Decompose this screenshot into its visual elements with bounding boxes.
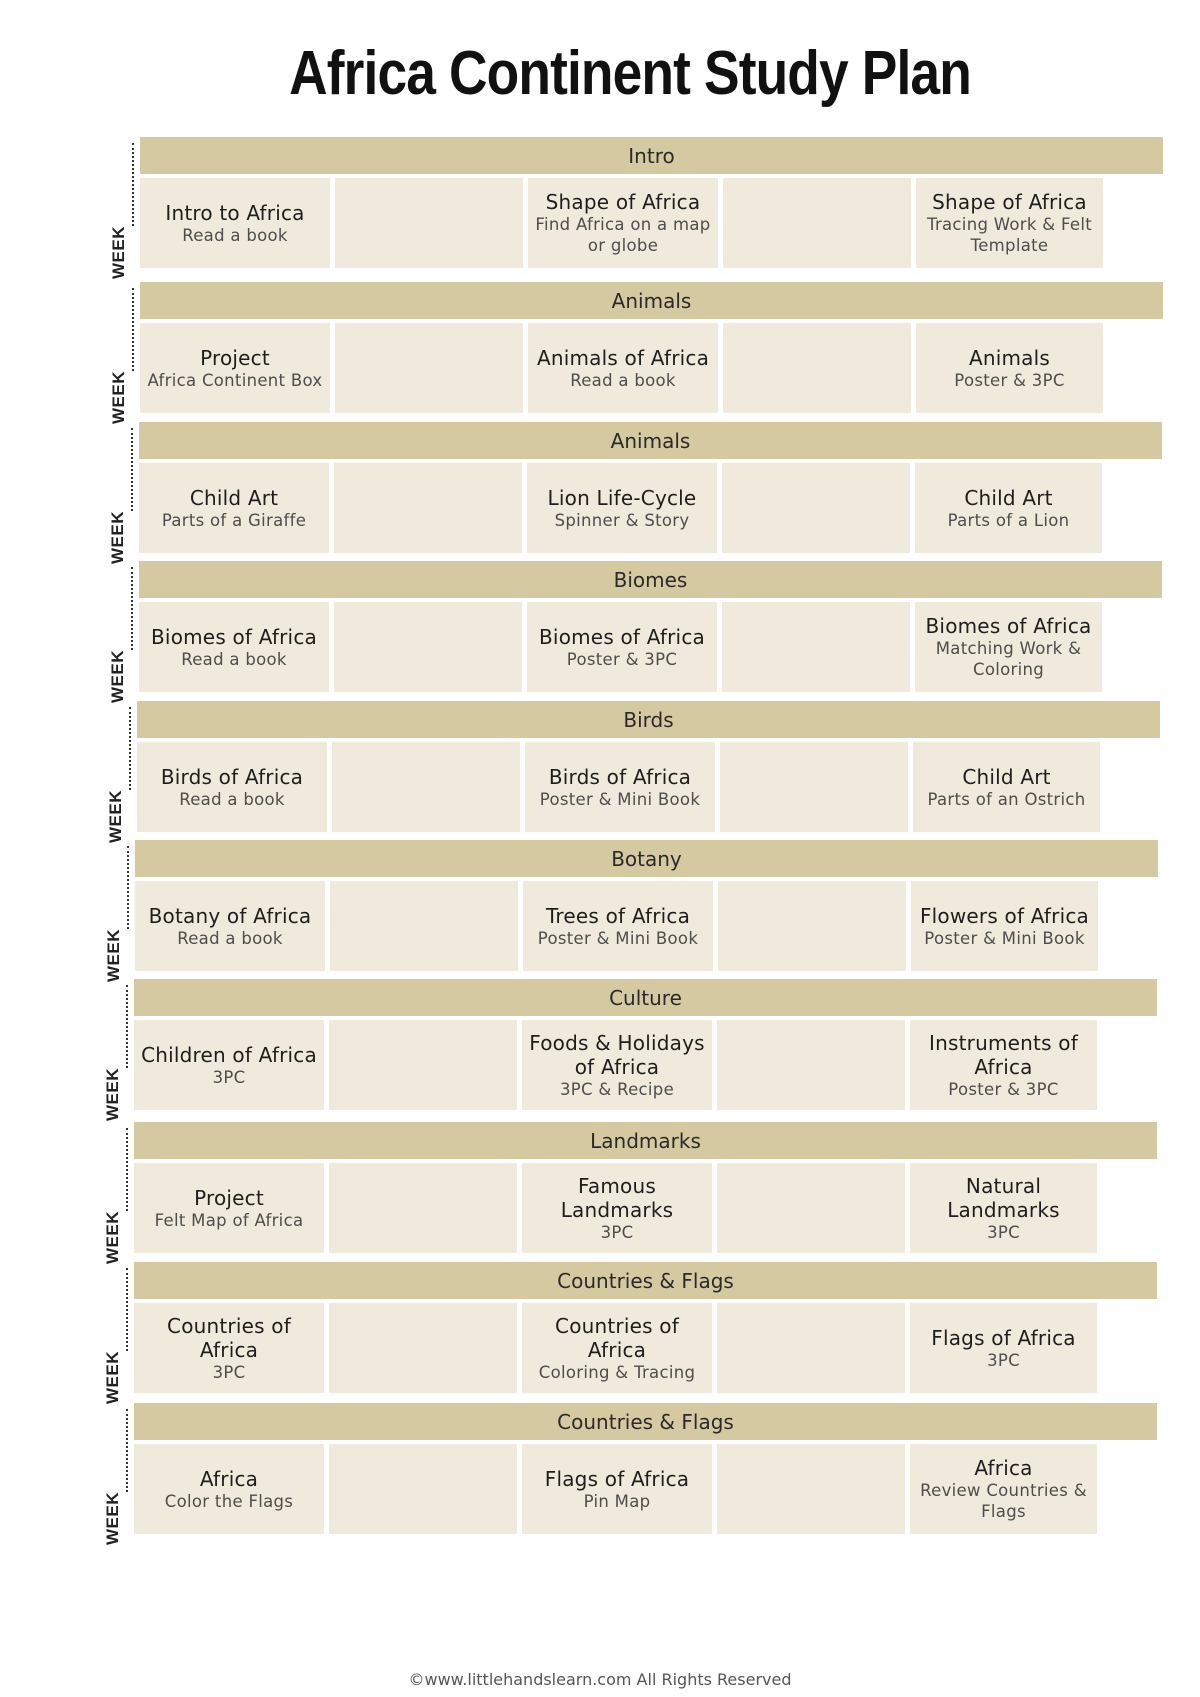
week-theme-header: Birds <box>137 701 1160 738</box>
activity-cell <box>335 178 523 268</box>
activity-detail: Parts of an Ostrich <box>927 789 1086 809</box>
activity-title: Birds of Africa <box>548 764 692 789</box>
week-label <box>105 288 139 424</box>
activity-title: Child Art <box>189 485 279 510</box>
activity-cell <box>525 742 715 832</box>
activity-title: Countries of Africa <box>167 1313 291 1362</box>
week-row <box>98 840 1158 980</box>
activity-cell <box>720 742 908 832</box>
activity-detail: 3PC <box>212 1362 246 1382</box>
week-theme-header: Landmarks <box>134 1122 1157 1159</box>
activity-detail: Color the Flags <box>164 1491 294 1511</box>
activity-detail: Poster & Mini Book <box>924 928 1085 948</box>
week-row <box>102 561 1162 701</box>
week-label <box>99 1268 133 1404</box>
activity-cell <box>140 178 330 268</box>
activity-title: Shape of Africa <box>545 190 701 214</box>
activity-title: Flags of Africa <box>931 1325 1076 1350</box>
week-row <box>97 979 1157 1119</box>
activity-cell <box>329 1444 517 1534</box>
week-word: WEEK <box>103 1068 122 1121</box>
activity-cell <box>717 1303 905 1393</box>
week-row <box>97 1262 1157 1402</box>
week-label <box>105 143 139 279</box>
activity-detail: Matching Work & Coloring <box>935 639 1082 679</box>
activity-cell <box>915 463 1102 553</box>
activity-detail: 3PC <box>212 1067 246 1087</box>
week-word: WEEK <box>109 371 128 424</box>
activity-detail: Read a book <box>177 928 283 948</box>
activity-cell <box>722 602 910 692</box>
week-theme-header: Countries & Flags <box>134 1262 1157 1299</box>
week-label <box>99 1128 133 1264</box>
activity-detail: Poster & 3PC <box>566 649 678 669</box>
activity-detail: Poster & Mini Book <box>537 928 699 948</box>
week-label <box>104 428 138 564</box>
activity-cell <box>910 1020 1097 1110</box>
week-row <box>103 282 1163 422</box>
activity-cell <box>137 742 327 832</box>
activity-cell <box>335 323 523 413</box>
week-number-blank-line <box>131 428 133 511</box>
week-word: WEEK <box>109 226 128 279</box>
activity-cell <box>717 1163 905 1253</box>
week-number-blank-line <box>132 143 134 226</box>
activity-title: Children of Africa <box>141 1042 317 1067</box>
activity-cell <box>911 881 1098 971</box>
activity-detail: 3PC <box>987 1350 1020 1370</box>
week-label <box>104 567 138 703</box>
week-row <box>100 701 1160 841</box>
activity-cell <box>523 881 713 971</box>
activity-cell <box>723 178 911 268</box>
activity-cell <box>916 178 1103 268</box>
week-theme-header: Countries & Flags <box>134 1403 1157 1440</box>
activity-cell <box>334 602 522 692</box>
week-number-blank-line <box>129 707 131 790</box>
activity-title: Project <box>194 1185 264 1210</box>
activity-title: Instruments of Africa <box>929 1030 1078 1079</box>
activity-cell <box>135 881 325 971</box>
activity-title: Africa <box>974 1456 1033 1480</box>
week-word: WEEK <box>103 1351 122 1404</box>
activity-cell <box>916 323 1103 413</box>
activity-cell <box>723 323 911 413</box>
week-word: WEEK <box>103 1492 122 1545</box>
week-number-blank-line <box>126 1128 128 1211</box>
activity-detail: Spinner & Story <box>554 510 690 530</box>
activity-cell <box>522 1444 712 1534</box>
activity-cell <box>915 602 1102 692</box>
activity-detail: Poster & 3PC <box>954 370 1065 390</box>
week-word: WEEK <box>108 511 127 564</box>
activity-cell <box>528 178 718 268</box>
activity-title: Africa <box>199 1466 259 1491</box>
week-number-blank-line <box>131 567 133 650</box>
week-row <box>97 1403 1157 1543</box>
activity-title: Birds of Africa <box>160 764 304 789</box>
page-title: Africa Continent Study Plan <box>289 39 971 108</box>
week-label <box>102 707 136 843</box>
activity-cell <box>718 881 906 971</box>
activity-cell <box>910 1163 1097 1253</box>
activity-cell <box>134 1303 324 1393</box>
activity-title: Flags of Africa <box>544 1466 690 1491</box>
activity-cell <box>527 602 717 692</box>
activity-detail: Review Countries & Flags <box>920 1481 1087 1521</box>
activity-cell <box>140 323 330 413</box>
activity-detail: Find Africa on a map or globe <box>535 215 711 255</box>
activity-detail: Parts of a Lion <box>947 510 1070 530</box>
activity-title: Child Art <box>962 764 1051 789</box>
activity-title: Child Art <box>964 485 1053 510</box>
week-number-blank-line <box>126 1268 128 1351</box>
activity-cell <box>134 1163 324 1253</box>
week-word: WEEK <box>104 929 123 982</box>
activity-cell <box>329 1303 517 1393</box>
activity-cell <box>522 1163 712 1253</box>
activity-title: Biomes of Africa <box>925 614 1092 638</box>
week-word: WEEK <box>106 790 125 843</box>
activity-detail: Coloring & Tracing <box>538 1362 696 1382</box>
week-label <box>99 985 133 1121</box>
week-theme-header: Intro <box>140 137 1163 174</box>
activity-detail: Parts of a Giraffe <box>161 510 307 530</box>
activity-title: Animals <box>968 345 1051 370</box>
activity-cell <box>910 1303 1097 1393</box>
activity-title: Famous Landmarks <box>560 1173 674 1222</box>
week-number-blank-line <box>126 985 128 1068</box>
activity-cell <box>528 323 718 413</box>
activity-cell <box>717 1444 905 1534</box>
activity-cell <box>329 1163 517 1253</box>
activity-detail: 3PC <box>600 1222 634 1242</box>
activity-title: Botany of Africa <box>148 903 312 928</box>
week-word: WEEK <box>103 1211 122 1264</box>
activity-cell <box>139 602 329 692</box>
week-row <box>103 137 1163 277</box>
week-label <box>100 846 134 982</box>
week-theme-header: Animals <box>139 422 1162 459</box>
activity-detail: 3PC <box>987 1222 1020 1242</box>
week-row <box>97 1122 1157 1262</box>
activity-detail: Read a book <box>570 370 676 390</box>
activity-detail: Read a book <box>179 789 285 809</box>
week-label <box>99 1409 133 1545</box>
activity-cell <box>332 742 520 832</box>
activity-title: Biomes of Africa <box>151 624 317 649</box>
activity-title: Natural Landmarks <box>947 1173 1060 1222</box>
activity-cell <box>717 1020 905 1110</box>
activity-detail: 3PC & Recipe <box>559 1079 675 1099</box>
activity-detail: Felt Map of Africa <box>154 1210 304 1230</box>
activity-cell <box>910 1444 1097 1534</box>
activity-detail: Read a book <box>181 649 287 669</box>
activity-cell <box>330 881 518 971</box>
activity-title: Intro to Africa <box>165 200 305 225</box>
activity-cell <box>139 463 329 553</box>
copyright-footer: ©www.littlehandslearn.com All Rights Reserved <box>408 1670 792 1689</box>
activity-detail: Poster & Mini Book <box>539 789 701 809</box>
activity-title: Countries of Africa <box>555 1313 679 1362</box>
activity-cell <box>722 463 910 553</box>
activity-detail: Poster & 3PC <box>948 1079 1059 1099</box>
activity-cell <box>134 1020 324 1110</box>
activity-title: Animals of Africa <box>536 345 710 370</box>
week-number-blank-line <box>132 288 134 371</box>
activity-title: Biomes of Africa <box>539 624 705 649</box>
week-number-blank-line <box>126 1409 128 1492</box>
week-theme-header: Biomes <box>139 561 1162 598</box>
activity-cell <box>522 1020 712 1110</box>
activity-cell <box>527 463 717 553</box>
activity-detail: Africa Continent Box <box>147 370 323 390</box>
week-number-blank-line <box>127 846 129 929</box>
week-theme-header: Botany <box>135 840 1158 877</box>
week-word: WEEK <box>108 650 127 703</box>
activity-title: Lion Life-Cycle <box>547 485 697 510</box>
activity-cell <box>329 1020 517 1110</box>
activity-cell <box>522 1303 712 1393</box>
week-row <box>102 422 1162 562</box>
week-theme-header: Culture <box>134 979 1157 1016</box>
activity-cell <box>134 1444 324 1534</box>
activity-title: Flowers of Africa <box>919 903 1090 928</box>
activity-title: Foods & Holidays of Africa <box>529 1030 705 1079</box>
activity-detail: Read a book <box>182 225 288 245</box>
week-theme-header: Animals <box>140 282 1163 319</box>
activity-title: Project <box>200 345 270 370</box>
activity-detail: Pin Map <box>583 1491 651 1511</box>
activity-cell <box>913 742 1100 832</box>
activity-detail: Tracing Work & Felt Template <box>926 215 1092 255</box>
activity-title: Shape of Africa <box>932 190 1087 214</box>
activity-cell <box>334 463 522 553</box>
activity-title: Trees of Africa <box>545 903 691 928</box>
